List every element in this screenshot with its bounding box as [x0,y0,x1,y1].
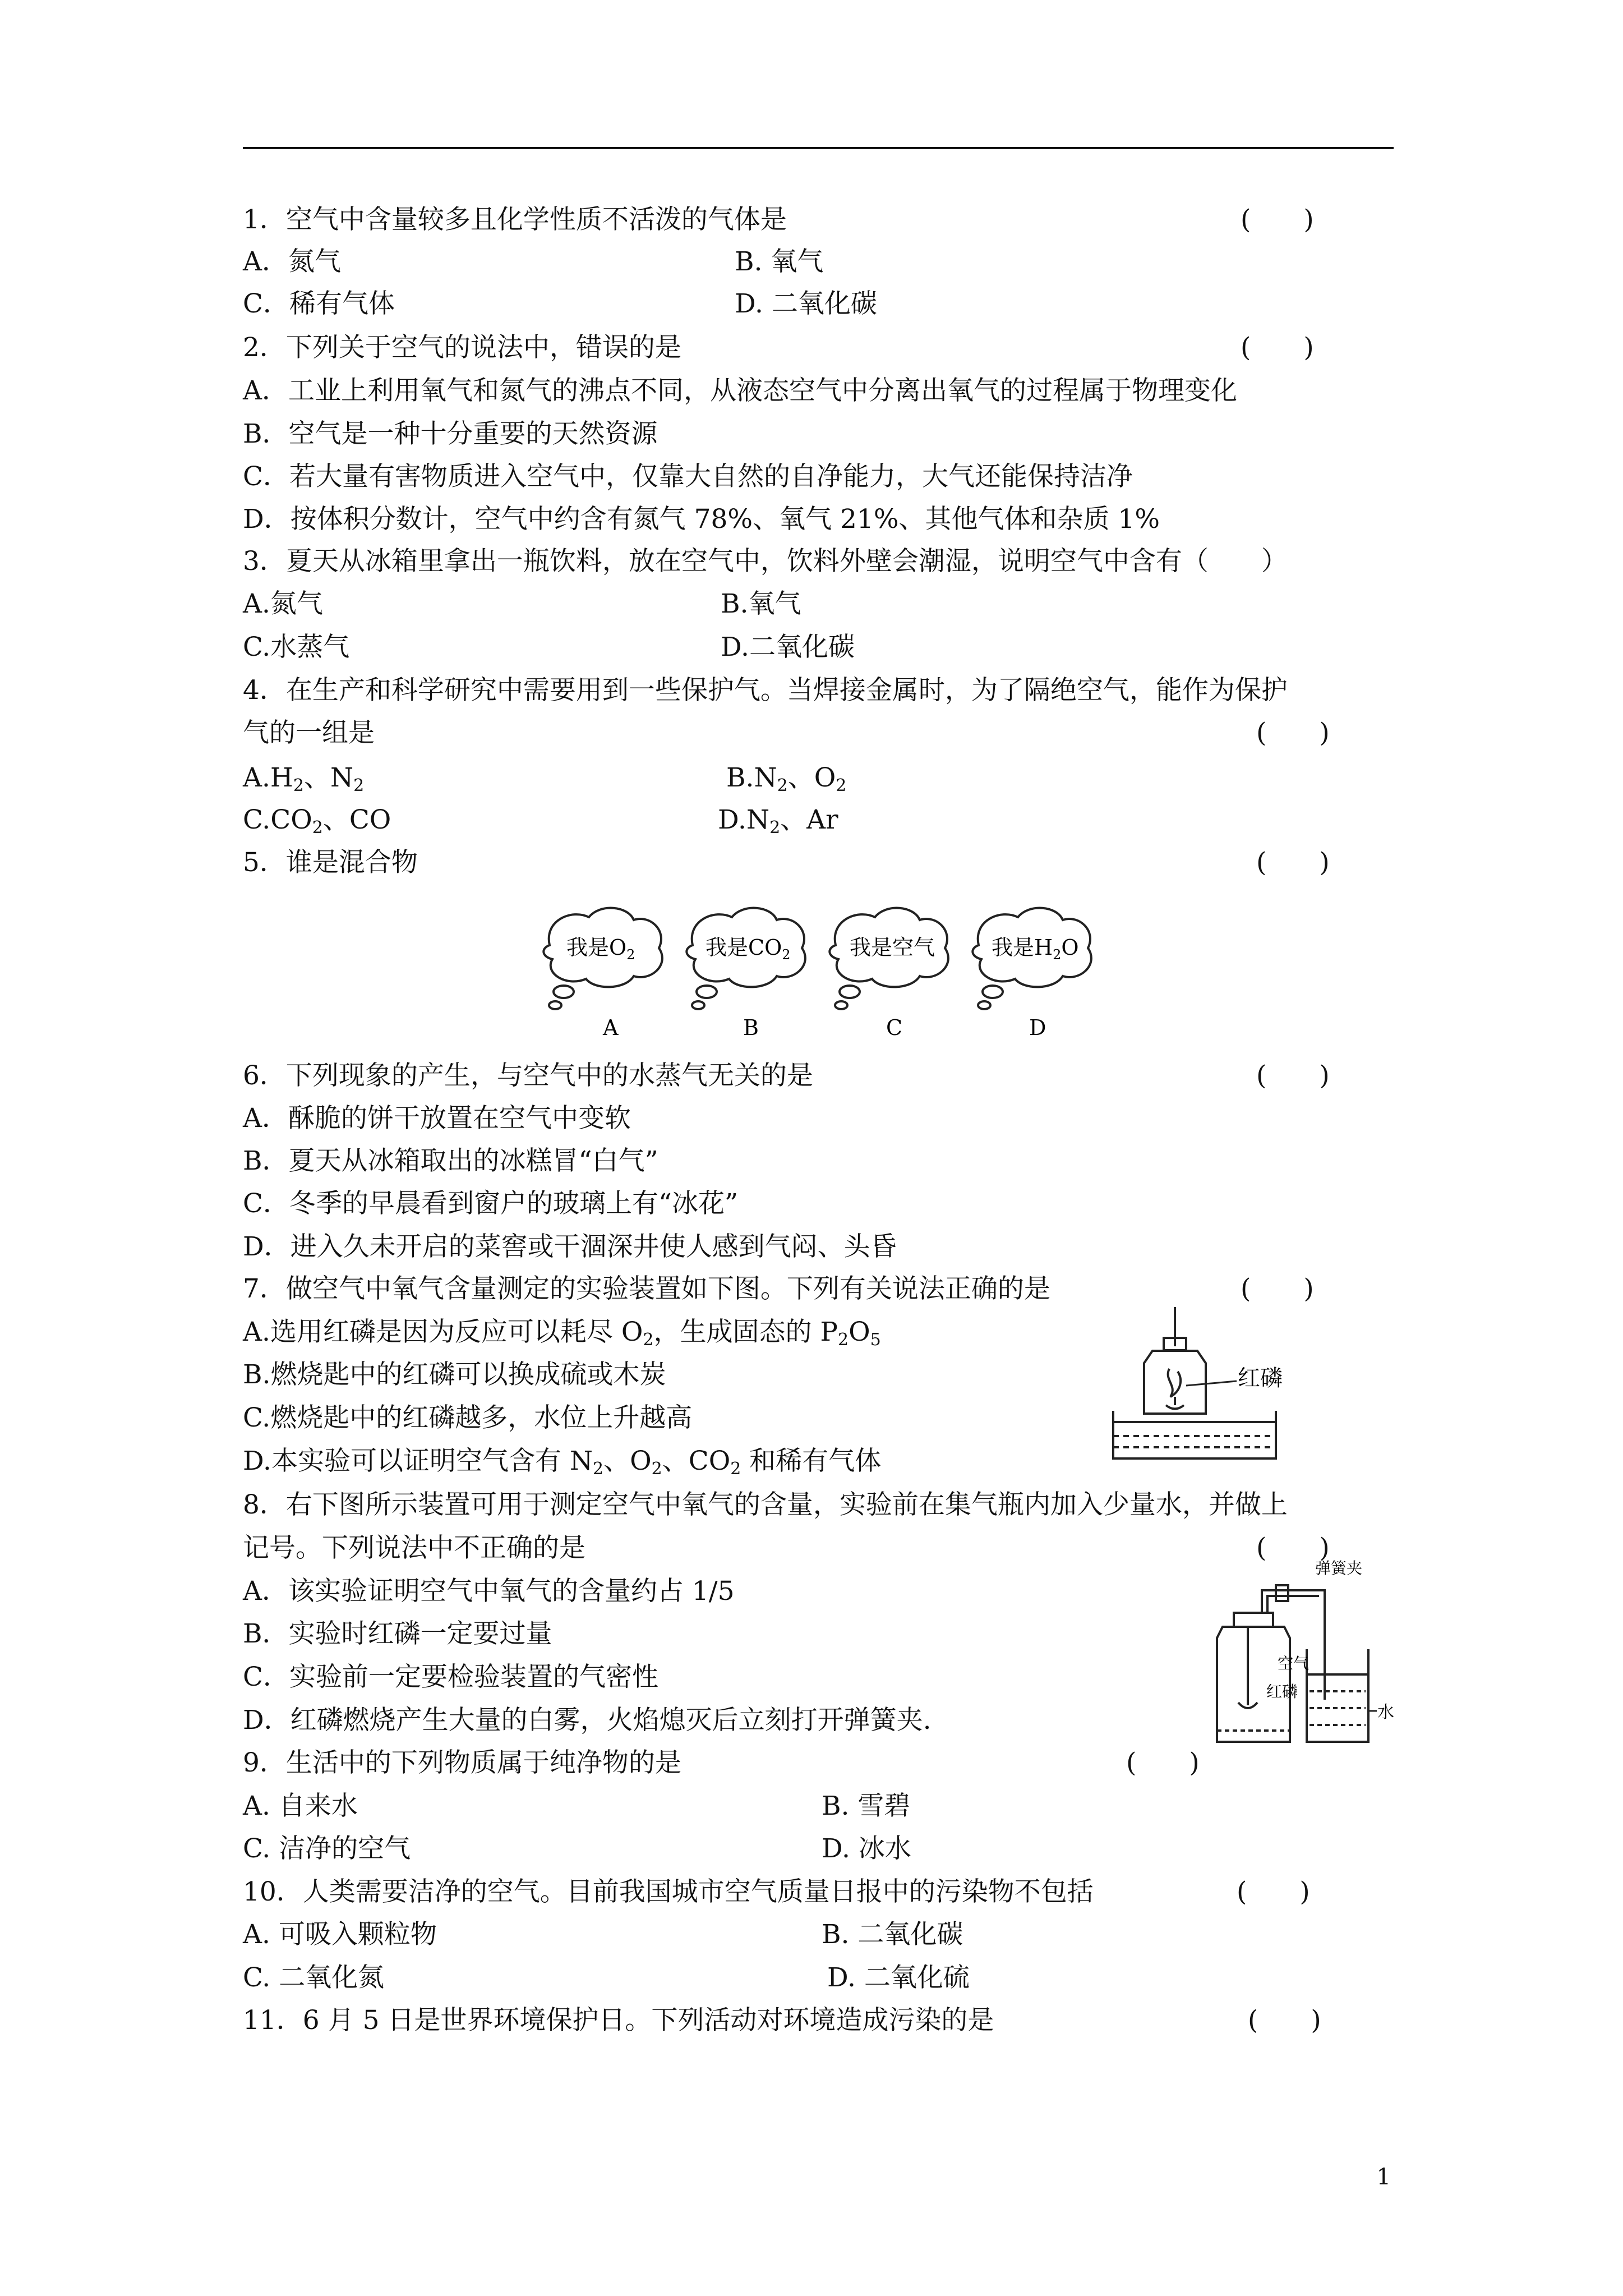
cloud-b-letter: B [743,1015,759,1040]
q1-option-c: C．稀有气体 [243,288,395,319]
q5-cloud-figure [533,898,1105,1043]
q7-fig-label: 红磷 [1238,1365,1283,1391]
q8-option-d: D．红磷燃烧产生大量的白雾，火焰熄灭后立刻打开弹簧夹. [243,1705,932,1736]
q9-option-a: A. 自来水 [243,1791,358,1821]
q8-fig-water-label: 水 [1377,1703,1394,1722]
cloud-c-text: 我是空气 [850,935,935,960]
q7-option-a: A.选用红磷是因为反应可以耗尽 $O_2$，生成固态的 $P_2O_5$ [243,1317,881,1350]
q2-stem: 2．下列关于空气的说法中，错误的是 [243,332,681,363]
q8-fig-p-label: 红磷 [1266,1682,1298,1701]
q8-option-c: C．实验前一定要检验装置的气密性 [243,1662,658,1692]
q9-stem: 9．生活中的下列物质属于纯净物的是 [243,1747,681,1778]
q4-stem-line2: 气的一组是 [243,717,375,748]
q10-option-d: D. 二氧化硫 [827,1962,970,1993]
q10-stem: 10．人类需要洁净的空气。目前我国城市空气质量日报中的污染物不包括 [243,1876,1094,1907]
cloud-d-text: 我是$H_2O$ [992,935,1079,963]
q5-answer-blank: ( ) [1256,847,1330,878]
q2-answer-blank: ( ) [1241,332,1314,363]
q3-stem: 3．夏天从冰箱里拿出一瓶饮料，放在空气中，饮料外壁会潮湿，说明空气中含有（ ） [243,546,1288,577]
cloud-b-text: 我是$CO_2$ [706,935,791,963]
q8-fig-air-label: 空气 [1278,1654,1310,1673]
cloud-c-letter: C [886,1015,903,1040]
q4-option-a: $A.H_2$、$N_2$ [243,762,365,795]
q1-stem: 1．空气中含量较多且化学性质不活泼的气体是 [243,204,787,235]
header-rule [243,147,1394,149]
page-number: 1 [1376,2164,1391,2190]
q8-fig-clip-label: 弹簧夹 [1315,1559,1363,1577]
q6-option-d: D．进入久未开启的菜窖或干涸深井使人感到气闷、头昏 [243,1231,897,1262]
q7-apparatus-figure [1108,1301,1321,1464]
q1-answer-blank: ( ) [1241,204,1314,235]
q3-option-d: D.二氧化碳 [721,632,855,662]
q7-option-b: B.燃烧匙中的红磷可以换成硫或木炭 [243,1359,666,1390]
q7-answer-blank: ( ) [1241,1273,1314,1304]
q10-option-b: B. 二氧化碳 [822,1919,963,1950]
q8-stem-line1: 8．右下图所示装置可用于测定空气中氧气的含量，实验前在集气瓶内加入少量水，并做上 [243,1489,1288,1520]
q8-option-b: B．实验时红磷一定要过量 [243,1618,552,1649]
q9-option-c: C. 洁净的空气 [243,1833,411,1864]
q1-option-a: A．氮气 [243,246,341,277]
q10-option-a: A. 可吸入颗粒物 [243,1919,437,1950]
q9-option-b: B. 雪碧 [822,1791,911,1821]
q10-answer-blank: ( ) [1237,1876,1310,1907]
q5-stem: 5．谁是混合物 [243,847,418,878]
q10-option-c: C. 二氧化氮 [243,1962,385,1993]
q4-answer-blank: ( ) [1256,717,1330,748]
q1-option-b: B. 氧气 [735,246,824,277]
q4-option-d: $D.N_2$、Ar [718,804,838,838]
q3-option-b: B.氧气 [721,588,801,619]
cloud-a-text: 我是$O_2$ [566,935,635,963]
q8-apparatus-figure [1206,1559,1396,1750]
q9-option-d: D. 冰水 [822,1833,911,1864]
q6-option-a: A．酥脆的饼干放置在空气中变软 [243,1103,631,1134]
q7-option-d: D.本实验可以证明空气含有 $N_2$、$O_2$、$CO_2$ 和稀有气体 [243,1446,882,1479]
q7-stem: 7．做空气中氧气含量测定的实验装置如下图。下列有关说法正确的是 [243,1273,1050,1304]
cloud-d-letter: D [1029,1015,1046,1040]
q4-stem-line1: 4．在生产和科学研究中需要用到一些保护气。当焊接金属时，为了隔绝空气，能作为保护 [243,675,1288,706]
q3-option-c: C.水蒸气 [243,632,350,662]
q2-option-a: A．工业上利用氧气和氮气的沸点不同，从液态空气中分离出氧气的过程属于物理变化 [243,375,1237,406]
q4-option-c: $C.CO_2$、CO [243,804,391,838]
q11-answer-blank: ( ) [1248,2005,1321,2036]
cloud-a-letter: A [603,1015,619,1040]
q2-option-c: C．若大量有害物质进入空气中，仅靠大自然的自净能力，大气还能保持洁净 [243,461,1133,492]
q6-option-c: C．冬季的早晨看到窗户的玻璃上有“冰花” [243,1188,739,1219]
q7-option-c: C.燃烧匙中的红磷越多，水位上升越高 [243,1402,693,1433]
q2-option-d: D．按体积分数计，空气中约含有氮气 78%、氧气 21%、其他气体和杂质 1% [243,504,1160,535]
q4-option-b: $B.N_2$、$O_2$ [726,762,847,795]
q8-stem-line2: 记号。下列说法中不正确的是 [243,1533,585,1563]
q1-option-d: D. 二氧化碳 [735,288,877,319]
q8-option-a: A．该实验证明空气中氧气的含量约占 1/5 [243,1576,735,1607]
q6-stem: 6．下列现象的产生，与空气中的水蒸气无关的是 [243,1060,813,1091]
q11-stem: 11．6 月 5 日是世界环境保护日。下列活动对环境造成污染的是 [243,2005,994,2036]
q6-option-b: B．夏天从冰箱取出的冰糕冒“白气” [243,1145,658,1176]
q8-answer-blank: ( ) [1256,1533,1330,1563]
q9-answer-blank: ( ) [1126,1747,1200,1778]
q2-option-b: B．空气是一种十分重要的天然资源 [243,418,658,449]
q6-answer-blank: ( ) [1256,1060,1330,1091]
q3-option-a: A.氮气 [243,588,323,619]
